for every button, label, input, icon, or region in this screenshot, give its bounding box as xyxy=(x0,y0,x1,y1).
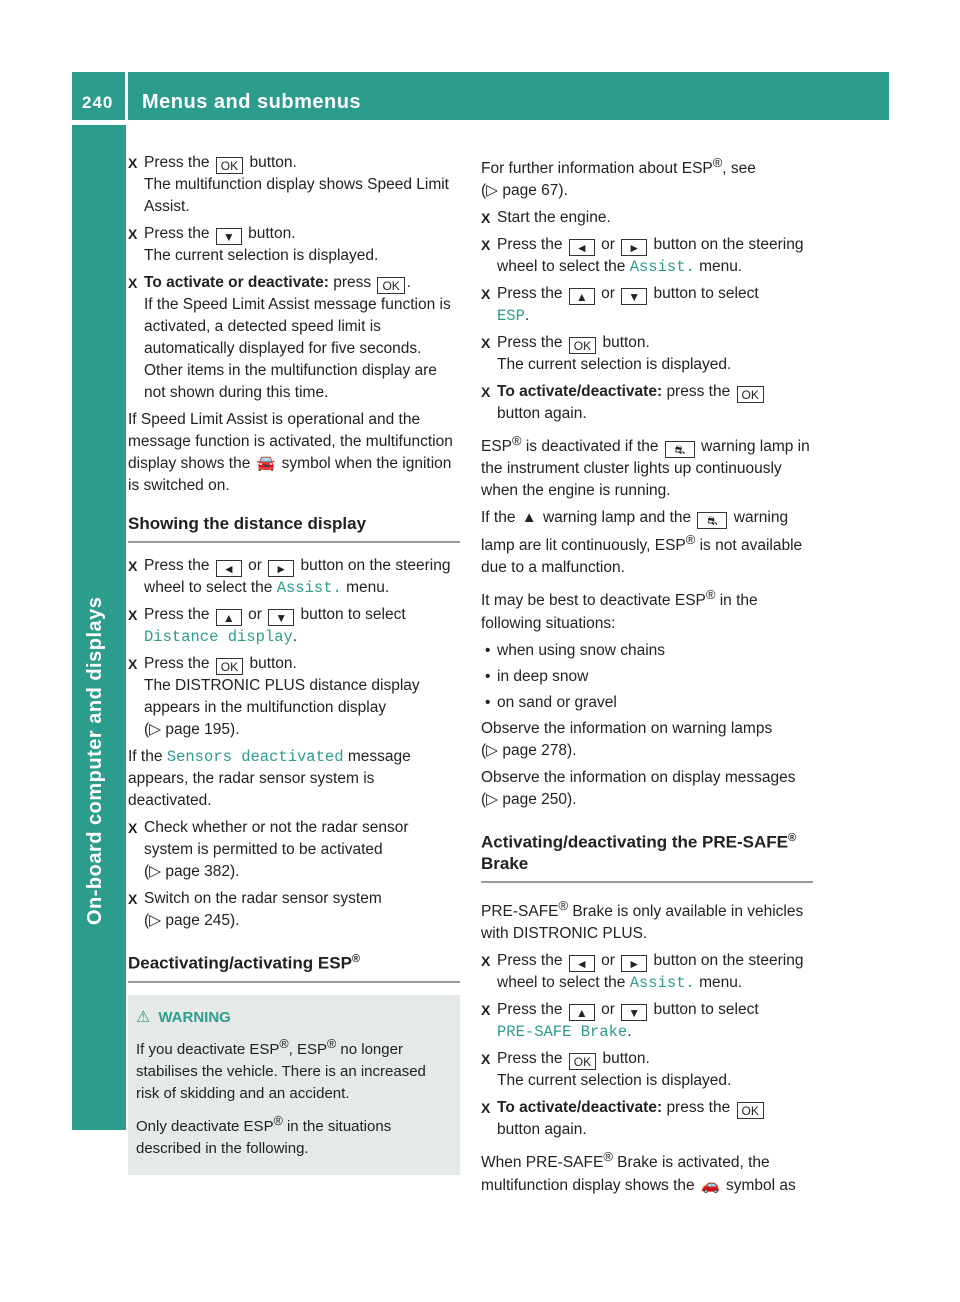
paragraph: When PRE-SAFE® Brake is activated, the multifunction display shows the 🚗 symbol as xyxy=(481,1146,813,1196)
list-item: • when using snow chains xyxy=(481,640,813,662)
up-button-icon: ▲ xyxy=(216,609,242,626)
right-column xyxy=(481,152,813,1202)
step: X Check whether or not the radar sensor system is permitted to be activated (▷ page 382). xyxy=(128,817,460,883)
left-button-icon: ◄ xyxy=(216,560,242,577)
down-button-icon: ▼ xyxy=(621,1004,647,1021)
paragraph: Observe the information on warning lamps (▷ page 278). xyxy=(481,719,773,759)
warning-triangle-icon: ⚠ xyxy=(136,1008,151,1026)
side-tab-label: On-board computer and displays xyxy=(84,596,106,925)
up-button-icon: ▲ xyxy=(569,1004,595,1021)
paragraph: For further information about ESP®, see (▷ page 67). xyxy=(481,155,756,200)
warning-box: ⚠ WARNING If you deactivate ESP®, ESP® no longer stabilises the vehicle. There is an increased risk of skidding and an accident. Only deactivate ESP® in the situations described in the following. xyxy=(128,995,460,1175)
right-button-icon: ► xyxy=(621,239,647,256)
step: X Press the ▲ or ▼ button to select Distance display. xyxy=(128,604,460,648)
speed-limit-assist-icon: 🚘 xyxy=(256,455,276,472)
down-button-icon: ▼ xyxy=(216,228,242,245)
step: X Start the engine. xyxy=(481,207,813,229)
step: X Press the ◄ or ► button on the steering wheel to select the Assist. menu. xyxy=(128,555,460,599)
page-number: 240 xyxy=(82,93,114,112)
paragraph: If the ▲ warning lamp and the ⛐ warning lamp are lit continuously, ESP® is not available due to a malfunction. xyxy=(481,509,803,577)
page-header xyxy=(72,72,889,120)
esp-off-warning-lamp-icon: ⛐ xyxy=(697,512,727,529)
paragraph: PRE-SAFE® Brake is only available in vehicles with DISTRONIC PLUS. xyxy=(481,898,804,943)
step: X Press the ◄ or ► button on the steering wheel to select the Assist. menu. xyxy=(481,950,813,994)
page-reference: (▷ page 67). xyxy=(481,182,568,200)
paragraph: ESP® is deactivated if the ⛐ warning lamp in the instrument cluster lights up continuously when the engine is running. xyxy=(481,433,810,500)
step: X Press the OK button. The current selection is displayed. xyxy=(481,332,813,376)
list-item: • on sand or gravel xyxy=(481,692,813,714)
section-heading-esp: Deactivating/activating ESP® xyxy=(128,948,460,983)
left-button-icon: ◄ xyxy=(569,955,595,972)
list-item: • in deep snow xyxy=(481,666,813,688)
page-reference: (▷ page 250). xyxy=(481,790,577,808)
paragraph: It may be best to deactivate ESP® in the following situations: xyxy=(481,587,758,632)
left-button-icon: ◄ xyxy=(569,239,595,256)
page-reference: (▷ page 278). xyxy=(481,741,577,759)
ok-button-icon: OK xyxy=(569,1053,596,1070)
page-reference: (▷ page 195). xyxy=(144,721,240,738)
step: X Press the OK button. The current selection is displayed. xyxy=(481,1048,813,1092)
page-reference: (▷ page 382). xyxy=(144,863,240,880)
ok-button-icon: OK xyxy=(377,277,404,294)
step: X To activate/deactivate: press the OK button again. xyxy=(481,381,813,425)
ok-button-icon: OK xyxy=(569,337,596,354)
section-heading-presafe: Activating/deactivating the PRE-SAFE® Brake xyxy=(481,827,813,884)
page-title: Menus and submenus xyxy=(142,91,362,113)
right-button-icon: ► xyxy=(268,560,294,577)
ok-button-icon: OK xyxy=(737,1102,764,1119)
step: X Press the ▲ or ▼ button to select PRE-SAFE Brake. xyxy=(481,999,813,1043)
paragraph: Observe the information on display messages (▷ page 250). xyxy=(481,768,796,808)
step: X Switch on the radar sensor system (▷ page 245). xyxy=(128,888,460,932)
ok-button-icon: OK xyxy=(216,157,243,174)
step: X Press the OK button. The multifunction display shows Speed Limit Assist. xyxy=(128,152,460,218)
esp-warning-lamp-icon: ▲ xyxy=(521,509,537,527)
step: X Press the ◄ or ► button on the steering wheel to select the Assist. menu. xyxy=(481,234,813,278)
pre-safe-brake-icon: 🚗 xyxy=(700,1176,720,1194)
paragraph: If the Sensors deactivated message appears, the radar sensor system is deactivated. xyxy=(128,748,411,809)
section-heading-distance: Showing the distance display xyxy=(128,513,460,543)
down-button-icon: ▼ xyxy=(268,609,294,626)
page-reference: (▷ page 245). xyxy=(144,912,240,929)
ok-button-icon: OK xyxy=(737,386,764,403)
step: X To activate/deactivate: press the OK button again. xyxy=(481,1097,813,1141)
header-divider xyxy=(125,72,128,120)
left-column xyxy=(128,152,460,1175)
step: X Press the ▼ button. The current selection is displayed. xyxy=(128,223,460,267)
paragraph: If Speed Limit Assist is operational and the message function is activated, the multifunction display shows the 🚘 symbol when the ignition is switched on. xyxy=(128,411,453,494)
right-button-icon: ► xyxy=(621,955,647,972)
esp-off-warning-lamp-icon: ⛐ xyxy=(665,441,695,458)
up-button-icon: ▲ xyxy=(569,288,595,305)
step: X To activate or deactivate: press OK . If the Speed Limit Assist message function is activated, a detected speed limit is automatically displayed for five seconds. Other items in the multifunction display are not shown during this time. xyxy=(128,272,460,404)
step: X Press the OK button. The DISTRONIC PLUS distance display appears in the multifunction display (▷ page 195). xyxy=(128,653,460,741)
step: X Press the ▲ or ▼ button to select ESP. xyxy=(481,283,813,327)
down-button-icon: ▼ xyxy=(621,288,647,305)
ok-button-icon: OK xyxy=(216,658,243,675)
